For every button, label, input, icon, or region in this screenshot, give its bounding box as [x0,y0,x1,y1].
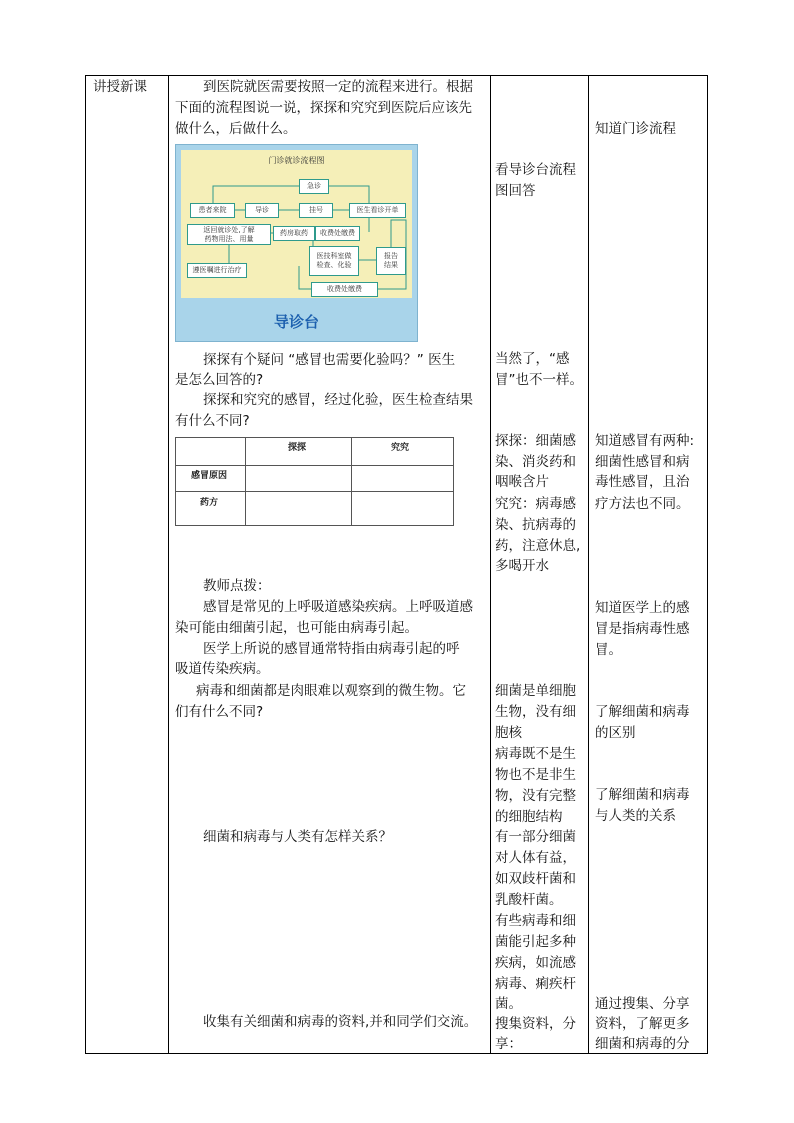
col-divider-1 [168,75,169,1054]
flow-box-guide: 导诊 [245,203,279,218]
flow-box-pay-1: 收费处缴费 [315,226,360,241]
table-header-tan: 探探 [288,443,307,453]
flow-box-doctor: 医生看诊开单 [349,203,406,218]
flowchart-image [175,144,418,342]
flow-box-register: 挂号 [299,203,333,218]
relation-question: 细菌和病毒与人类有怎样关系？ [203,829,392,845]
flow-box-patient: 患者来院 [190,203,235,218]
table-border-top [85,75,708,76]
flow-box-emergency: 急诊 [299,179,329,194]
table-header-jiu: 究究 [391,443,410,453]
flowchart-caption: 导诊台 [273,313,319,331]
table-border-right [707,75,708,1054]
comparison-table [175,437,454,525]
table-row-cause: 感冒原因 [191,471,228,481]
flow-box-return: 返回就诊处,了解 药物用法、用量 [187,224,271,245]
flowchart-panel [181,150,412,298]
flow-box-report: 报告 结果 [376,247,406,275]
flow-box-pay-2: 收费处缴费 [311,282,378,297]
flowchart-title: 门诊就诊流程图 [268,156,325,165]
collect-activity: 收集有关细菌和病毒的资料,并和同学们交流。 [203,1014,478,1030]
flow-box-lab: 医技科室做 检查、化验 [309,246,359,276]
col-divider-2 [490,75,491,1054]
col-divider-3 [588,75,589,1054]
flow-box-leave: 遵医嘱进行治疗 [187,263,247,278]
section-label: 讲授新课 [93,79,147,95]
table-row-prescription: 药方 [200,498,219,508]
flow-box-pharmacy: 药房取药 [273,226,315,241]
goal-flow: 知道门诊流程 [595,121,676,137]
table-border-left [85,75,86,1054]
